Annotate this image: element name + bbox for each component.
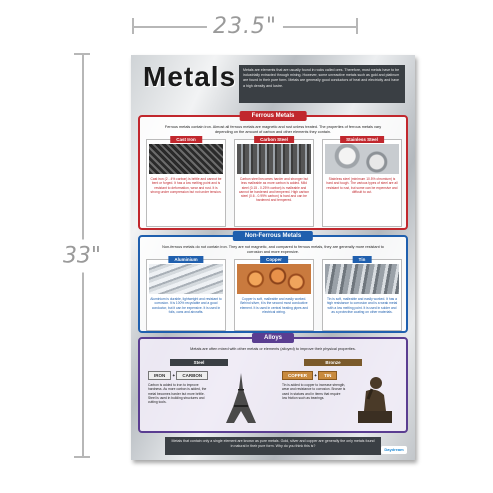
- aluminium-image: [149, 264, 223, 294]
- copper-card: [234, 259, 314, 331]
- bronze-alloy-text: Tin is added to copper to increase strength, wear and resistance to corrosion. Bronze is used in statues and in items that require low friction such as bearings.: [282, 383, 346, 400]
- copper-image: [237, 264, 311, 294]
- carbon-steel-card: [234, 139, 314, 227]
- cast-iron-card: [146, 139, 226, 227]
- nonferrous-title: Non-Ferrous Metals: [233, 231, 313, 241]
- poster-intro: Metals are elements that are usually found in rocks called ores. Therefore, most metals have to be industrially extracted through mining. However, some unreactive metals such as gold and platinum are found in their pure form. Metals are generally good conductors of heat and electricity and have a high density and lustre.: [239, 65, 405, 103]
- alloys-section: [138, 337, 408, 433]
- poster-footer: Metals that contain only a single element are known as pure metals. Gold, silver and copper are generally the only metals found in natural in their pure form. Why do you think this is?: [165, 437, 381, 455]
- stainless-steel-title: Stainless Steel: [340, 136, 384, 143]
- height-tick-bottom: [74, 456, 90, 458]
- steel-alloy-title: Steel: [170, 359, 228, 366]
- tin-title: Tin: [353, 256, 372, 263]
- carbon-steel-text: Carbon steel becomes harder and stronger but less malleable as more carbon is added. Mild steel (0.15 - 0.25% carbon) is malleable and cannot be hardened and tempered. High carbon steel (0.6 - 0.99% carbon) is hard and can be hardened and tempered.: [238, 177, 310, 203]
- tin-card: [322, 259, 402, 331]
- cast-iron-title: Cast Iron: [170, 136, 202, 143]
- width-label: 23.5": [207, 14, 283, 39]
- ferrous-title: Ferrous Metals: [240, 111, 307, 121]
- nonferrous-section: [138, 235, 408, 333]
- poster: [131, 55, 415, 460]
- nonferrous-intro: Non-ferrous metals do not contain iron. They are not magnetic, and compared to ferrous metals, they are generally more resistant to corrosion and more expensive.: [162, 245, 384, 254]
- aluminium-title: Aluminium: [168, 256, 203, 263]
- plus-sign: +: [314, 373, 319, 378]
- ferrous-intro: Ferrous metals contain iron. Almost all ferrous metals are magnetic and rust unless treated. The properties of ferrous metals vary depending on the amount of carbon and other elements they contain.: [164, 125, 382, 134]
- eiffel-tower-icon: [218, 371, 264, 425]
- steel-equation: [148, 371, 208, 380]
- bronze-equation: [282, 371, 337, 380]
- aluminium-card: [146, 259, 226, 331]
- stainless-steel-image: [325, 144, 399, 174]
- cast-iron-image: [149, 144, 223, 174]
- tin-label: TIN: [318, 371, 337, 380]
- copper-label: COPPER: [282, 371, 313, 380]
- copper-text: Copper is soft, malleable and easily worked. Behind silver, it is the second most conductive element. It is used in central heating pipes and electrical wiring.: [240, 297, 308, 314]
- tin-text: Tin is soft, malleable and easily worked. It has a high resistance to corrosion and is a weak metal with a low melting point. It is used in solder and as a protective coating on other materials.: [326, 297, 398, 314]
- height-tick-top: [74, 53, 90, 55]
- width-tick-right: [356, 18, 358, 34]
- bronze-alloy-title: Bronze: [304, 359, 362, 366]
- ferrous-section: [138, 115, 408, 230]
- width-dimension: [132, 14, 358, 39]
- alloys-intro: Metals are often mixed with other metals or elements (alloyed) to improve their physical properties.: [190, 347, 356, 351]
- thinker-statue-icon: [352, 371, 398, 425]
- alloys-title: Alloys: [252, 333, 294, 343]
- height-dimension: [62, 53, 102, 458]
- stainless-steel-text: Stainless steel (minimum 10.5% chromium) is hard and tough. The various types of steel are all resistant to rust, but some can be expensive and difficult to cut.: [326, 177, 398, 194]
- copper-title: Copper: [260, 256, 288, 263]
- bronze-alloy-card: [280, 361, 400, 427]
- width-tick-left: [132, 18, 134, 34]
- plus-sign: +: [172, 373, 177, 378]
- aluminium-text: Aluminium is durable, lightweight and resistant to corrosion. It is 100% recyclable and a good conductor, but it can be expensive. It is used in foils, cans and aircrafts.: [150, 297, 222, 314]
- poster-title: Metals: [143, 61, 237, 92]
- steel-alloy-text: Carbon is added to iron to improve hardness. As more carbon is added, the metal becomes harder but more brittle. Steel is used in building structures and cutting tools.: [148, 383, 207, 405]
- height-label: 33": [63, 239, 101, 272]
- carbon-label: CARBON: [176, 371, 208, 380]
- stainless-steel-card: [322, 139, 402, 227]
- cast-iron-text: Cast iron (2 - 4% carbon) is brittle and cannot be bent or forged. It has a low melting point and is resistant to deformation, wear and rust. It is strong under compression but not under tension.: [150, 177, 222, 194]
- carbon-steel-image: [237, 144, 311, 174]
- brand-logo: Daydream: [381, 446, 407, 454]
- steel-alloy-card: [146, 361, 266, 427]
- iron-label: IRON: [148, 371, 171, 380]
- carbon-steel-title: Carbon Steel: [254, 136, 294, 143]
- tin-image: [325, 264, 399, 294]
